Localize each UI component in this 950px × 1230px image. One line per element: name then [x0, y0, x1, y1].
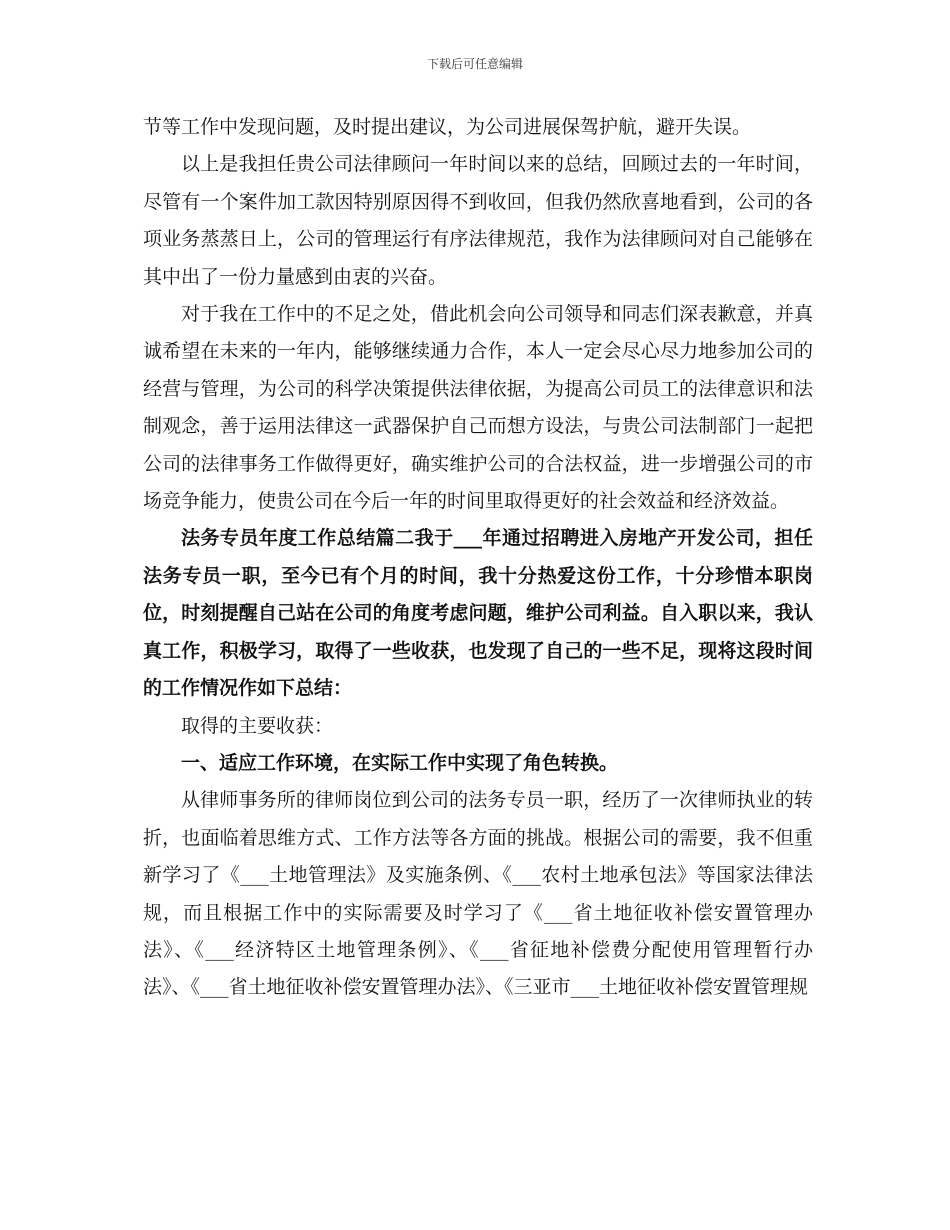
paragraph-2: 以上是我担任贵公司法律顾问一年时间以来的总结，回顾过去的一年时间，尽管有一个案件加工款因特别原因得不到收回，但我仍然欣喜地看到，公司的各项业务蒸蒸日上，公司的管理运行有序法律规范，我作为法律顾问对自己能够在其中出了一份力量感到由衷的兴奋。	[143, 153, 813, 288]
section-heading-paragraph: 法务专员年度工作总结篇二我于___年通过招聘进入房地产开发公司，担任法务专员一职，至今已有个月的时间，我十分热爱这份工作，十分珍惜本职岗位，时刻提醒自己站在公司的角度考虑问题，维护公司利益。自入职以来，我认真工作，积极学习，取得了一些收获，也发现了自己的一些不足，现将这段时间的工作情况作如下总结：	[143, 527, 813, 700]
subheading-main-gains: 取得的主要收获：	[181, 714, 334, 737]
document-body	[143, 109, 813, 1007]
paragraph-3: 对于我在工作中的不足之处，借此机会向公司领导和同志们深表歉意，并真诚希望在未来的一年内，能够继续通力合作，本人一定会尽心尽力地参加公司的经营与管理，为公司的科学决策提供法律依据，为提高公司员工的法律意识和法制观念，善于运用法律这一武器保护自己而想方设法，与贵公司法制部门一起把公司的法律事务工作做得更好，确实维护公司的合法权益，进一步增强公司的市场竞争能力，使贵公司在今后一年的时间里取得更好的社会效益和经济效益。	[143, 303, 813, 513]
page-header: 下载后可任意编辑	[426, 57, 523, 71]
paragraph-1: 节等工作中发现问题，及时提出建议，为公司进展保驾护航，避开失误。	[143, 116, 752, 138]
subheading-point-one: 一、适应工作环境，在实际工作中实现了角色转换。	[181, 751, 619, 774]
paragraph-7: 从律师事务所的律师岗位到公司的法务专员一职，经历了一次律师执业的转折，也面临着思维方式、工作方法等各方面的挑战。根据公司的需要，我不但重新学习了《___土地管理法》及实施条例、《___农村土地承包法》等国家法律法规，而且根据工作中的实际需要及时学习了《___省土地征收补偿安置管理办法》、《___经济特区土地管理条例》、《___省征地补偿费分配使用管理暂行办法》、《___省土地征收补偿安置管理办法》、《三亚市___土地征收补偿安置管理规	[143, 789, 813, 999]
